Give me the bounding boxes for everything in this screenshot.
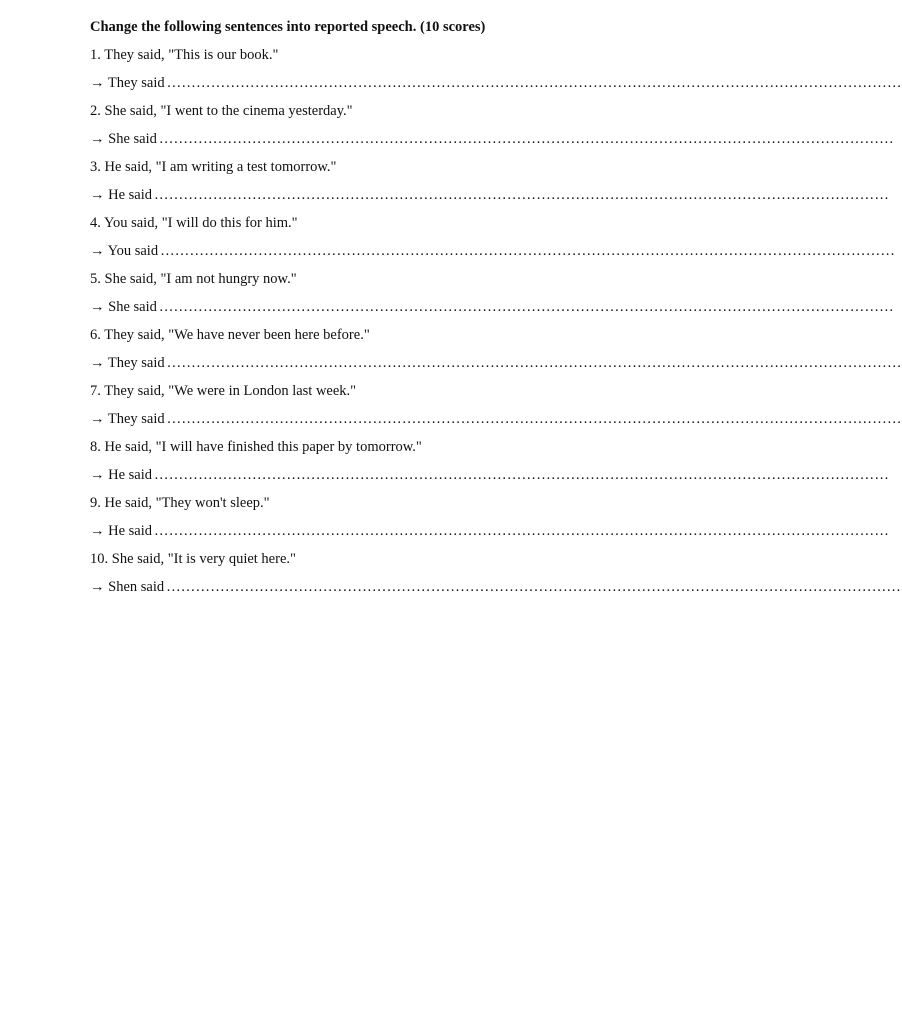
answer-blank-3[interactable]: …………………………………………………………………………………………………………………………………… — [154, 187, 890, 203]
question-1: 1. They said, "This is our book." — [90, 47, 279, 63]
answer-lead-9: → He said — [90, 523, 153, 539]
answer-lead-4: → You said — [90, 243, 159, 259]
answer-lead-1: → They said — [90, 75, 165, 91]
answer-blank-8[interactable]: …………………………………………………………………………………………………………………………………… — [154, 467, 890, 483]
question-6: 6. They said, "We have never been here before." — [90, 327, 370, 343]
answer-lead-8: → He said — [90, 467, 153, 483]
question-9: 9. He said, "They won't sleep." — [90, 495, 270, 511]
answer-lead-10: → Shen said — [90, 579, 165, 595]
question-5: 5. She said, "I am not hungry now." — [90, 271, 297, 287]
answer-line-2[interactable] — [90, 128, 894, 156]
answer-line-9[interactable] — [90, 520, 890, 548]
answer-lead-3: → He said — [90, 187, 153, 203]
answer-line-6[interactable] — [90, 352, 902, 380]
answer-blank-2[interactable]: …………………………………………………………………………………………………………………………………… — [158, 131, 894, 147]
worksheet — [90, 16, 902, 604]
answer-line-7[interactable] — [90, 408, 902, 436]
answer-blank-6[interactable]: …………………………………………………………………………………………………………………………………… — [166, 355, 902, 371]
answer-blank-1[interactable]: …………………………………………………………………………………………………………………………………… — [166, 75, 902, 91]
question-3: 3. He said, "I am writing a test tomorrow." — [90, 159, 337, 175]
question-4: 4. You said, "I will do this for him." — [90, 215, 298, 231]
answer-lead-5: → She said — [90, 299, 157, 315]
answer-blank-10[interactable]: …………………………………………………………………………………………………………………………………… — [166, 579, 902, 595]
answer-lead-2: → She said — [90, 131, 157, 147]
answer-blank-4[interactable]: …………………………………………………………………………………………………………………………………… — [160, 243, 896, 259]
answer-blank-7[interactable]: …………………………………………………………………………………………………………………………………… — [166, 411, 902, 427]
question-7: 7. They said, "We were in London last week." — [90, 383, 357, 399]
answer-line-4[interactable] — [90, 240, 896, 268]
answer-line-10[interactable] — [90, 576, 902, 604]
answer-line-5[interactable] — [90, 296, 894, 324]
answer-lead-7: → They said — [90, 411, 165, 427]
answer-line-3[interactable] — [90, 184, 890, 212]
worksheet-title: Change the following sentences into reported speech. (10 scores) — [90, 19, 486, 35]
answer-blank-5[interactable]: …………………………………………………………………………………………………………………………………… — [158, 299, 894, 315]
question-2: 2. She said, "I went to the cinema yesterday." — [90, 103, 353, 119]
answer-line-8[interactable] — [90, 464, 890, 492]
answer-line-1[interactable] — [90, 72, 902, 100]
answer-blank-9[interactable]: …………………………………………………………………………………………………………………………………… — [154, 523, 890, 539]
answer-lead-6: → They said — [90, 355, 165, 371]
question-8: 8. He said, "I will have finished this paper by tomorrow." — [90, 439, 422, 455]
question-10: 10. She said, "It is very quiet here." — [90, 551, 296, 567]
